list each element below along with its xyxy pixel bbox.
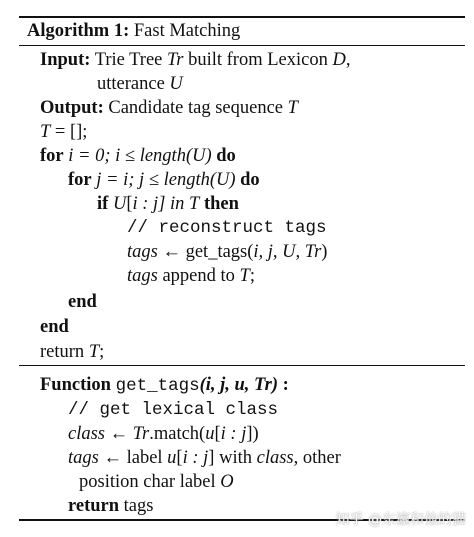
range: i : j	[182, 448, 209, 468]
algorithm-name: Fast Matching	[133, 21, 241, 41]
arrow-label: ← label	[98, 448, 168, 468]
do-keyword: do	[240, 170, 260, 190]
init-line	[40, 121, 87, 143]
tags-var: tags	[68, 448, 99, 468]
other-text: , other	[293, 448, 341, 468]
output-keyword: Output:	[40, 98, 104, 118]
bracket: [	[176, 448, 183, 468]
for-condition: j = i; j ≤ length(U)	[96, 170, 236, 190]
function-name: get_tags	[115, 376, 200, 396]
section-rule	[19, 365, 465, 366]
input-var-tr: Tr	[167, 50, 184, 70]
title-rule	[19, 45, 465, 46]
o-var: O	[220, 472, 234, 492]
with-text: with	[214, 448, 257, 468]
function-line	[40, 374, 289, 397]
algorithm-label: Algorithm 1:	[27, 21, 130, 41]
tags-var: tags	[127, 242, 158, 262]
arrow: ←	[105, 424, 133, 444]
end-inner: end	[68, 292, 97, 312]
tr-var: Tr	[132, 424, 150, 444]
top-rule	[19, 16, 465, 18]
input-text: Trie Tree	[94, 50, 163, 70]
return-var: T	[88, 342, 100, 362]
return-tags-line	[68, 495, 153, 517]
tags-label-line	[68, 447, 341, 469]
class-var: class	[256, 448, 294, 468]
arrow: ←	[157, 242, 186, 262]
if-var: U	[112, 194, 127, 214]
for-condition: i = 0; i ≤ length(U)	[68, 146, 212, 166]
for-inner-line	[68, 169, 260, 191]
algorithm-title	[27, 20, 240, 42]
end-outer: end	[40, 317, 69, 337]
input-var-d: D	[332, 50, 346, 70]
range: i : j	[220, 424, 247, 444]
tags-var: tags	[127, 266, 158, 286]
input-comma: ,	[345, 50, 351, 70]
function-call: get_tags(	[185, 242, 254, 262]
class-var: class	[68, 424, 105, 444]
output-line	[40, 97, 298, 119]
return-text: return	[40, 342, 89, 362]
return-keyword: return	[68, 496, 120, 516]
position-text: position char label	[79, 472, 221, 492]
if-line	[97, 193, 239, 215]
utterance-var: U	[169, 74, 183, 94]
return-line	[40, 341, 104, 363]
output-text: Candidate tag sequence	[108, 98, 284, 118]
if-keyword: if	[97, 194, 109, 214]
append-line	[127, 265, 255, 287]
comment-lexical: // get lexical class	[68, 400, 279, 420]
assign-line	[127, 241, 327, 263]
utterance-text: utterance	[97, 74, 165, 94]
semicolon: ;	[99, 342, 105, 362]
colon: :	[282, 375, 289, 395]
input-keyword: Input:	[40, 50, 91, 70]
if-in: ] in T	[158, 194, 200, 214]
for-keyword: for	[40, 146, 64, 166]
bracket-close: ]	[208, 448, 215, 468]
then-keyword: then	[203, 194, 239, 214]
input-text-2: built from Lexicon	[188, 50, 328, 70]
function-keyword: Function	[40, 375, 111, 395]
return-tags-text: tags	[119, 496, 154, 516]
comment-reconstruct: // reconstruct tags	[127, 218, 327, 238]
match-call: .match(	[149, 424, 206, 444]
u-var: u	[205, 424, 215, 444]
class-line	[68, 423, 259, 445]
append-text: append to	[157, 266, 240, 286]
bracket: [	[214, 424, 221, 444]
u-var: u	[167, 448, 177, 468]
for-keyword: for	[68, 170, 92, 190]
for-outer-line	[40, 145, 236, 167]
do-keyword: do	[216, 146, 236, 166]
bracket-close: ])	[246, 424, 259, 444]
if-range: i : j	[132, 194, 159, 214]
semicolon: ;	[249, 266, 255, 286]
init-var: T	[40, 122, 51, 142]
function-args: i, j, U, Tr	[253, 242, 322, 262]
input-continuation	[97, 73, 183, 95]
tags-label-continuation	[79, 471, 234, 493]
if-bracket: [	[126, 194, 133, 214]
input-line	[40, 49, 350, 71]
t-var: T	[239, 266, 250, 286]
watermark: 知乎 @东瀛和他的猫	[335, 512, 466, 528]
function-params: (i, j, u, Tr)	[199, 375, 279, 395]
paren: )	[321, 242, 328, 262]
output-var: T	[287, 98, 298, 118]
init-rest: = [];	[50, 122, 88, 142]
